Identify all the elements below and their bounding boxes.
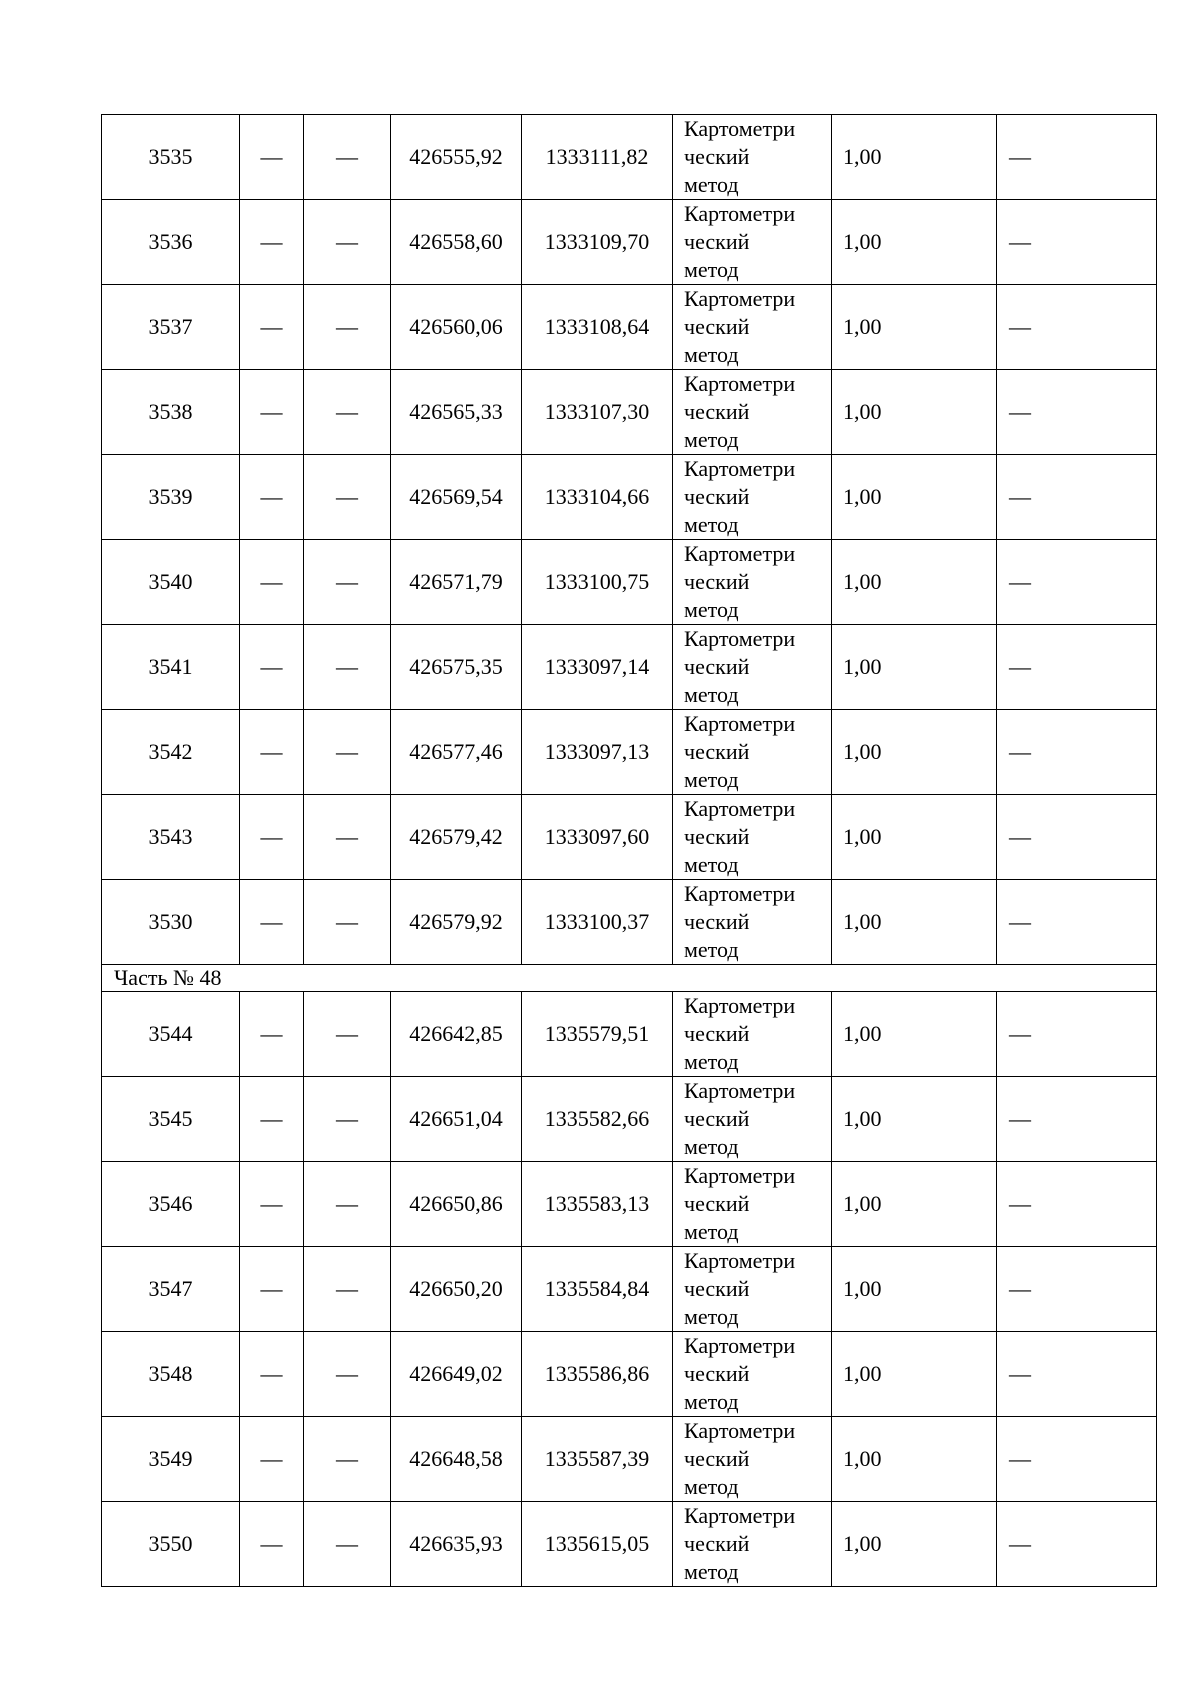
method-cell bbox=[673, 880, 832, 965]
x-coordinate-cell: 426649,02 bbox=[391, 1332, 522, 1417]
empty-value-cell: — bbox=[997, 625, 1157, 710]
method-text-line: Картометри bbox=[684, 711, 796, 736]
accuracy-cell: 1,00 bbox=[832, 710, 997, 795]
method-cell bbox=[673, 1247, 832, 1332]
y-coordinate-cell: 1333097,13 bbox=[522, 710, 673, 795]
accuracy-cell: 1,00 bbox=[832, 370, 997, 455]
point-number-cell: 3536 bbox=[102, 200, 240, 285]
y-coordinate-cell: 1335615,05 bbox=[522, 1502, 673, 1587]
x-coordinate-cell: 426648,58 bbox=[391, 1417, 522, 1502]
method-text-line: Картометри bbox=[684, 116, 796, 141]
empty-value-cell: — bbox=[240, 1502, 304, 1587]
method-text-line: ческий bbox=[684, 1446, 750, 1471]
empty-value-cell: — bbox=[304, 1417, 391, 1502]
method-cell bbox=[673, 115, 832, 200]
y-coordinate-cell: 1335583,13 bbox=[522, 1162, 673, 1247]
empty-value-cell: — bbox=[997, 1502, 1157, 1587]
y-coordinate-cell: 1333100,75 bbox=[522, 540, 673, 625]
x-coordinate-cell: 426571,79 bbox=[391, 540, 522, 625]
method-text-line: ческий bbox=[684, 144, 750, 169]
x-coordinate-cell: 426565,33 bbox=[391, 370, 522, 455]
method-text-line: метод bbox=[684, 1219, 739, 1244]
point-number-cell: 3535 bbox=[102, 115, 240, 200]
method-text-line: Картометри bbox=[684, 1078, 796, 1103]
y-coordinate-cell: 1335586,86 bbox=[522, 1332, 673, 1417]
x-coordinate-cell: 426555,92 bbox=[391, 115, 522, 200]
method-text-line: ческий bbox=[684, 909, 750, 934]
empty-value-cell: — bbox=[240, 795, 304, 880]
empty-value-cell: — bbox=[997, 710, 1157, 795]
empty-value-cell: — bbox=[304, 710, 391, 795]
point-number-cell: 3546 bbox=[102, 1162, 240, 1247]
method-cell bbox=[673, 625, 832, 710]
point-number-cell: 3540 bbox=[102, 540, 240, 625]
empty-value-cell: — bbox=[240, 115, 304, 200]
table-row bbox=[102, 710, 1157, 795]
method-text-line: метод bbox=[684, 1389, 739, 1414]
point-number-cell: 3550 bbox=[102, 1502, 240, 1587]
method-text-line: Картометри bbox=[684, 993, 796, 1018]
point-number-cell: 3530 bbox=[102, 880, 240, 965]
point-number-cell: 3538 bbox=[102, 370, 240, 455]
method-text-line: ческий bbox=[684, 484, 750, 509]
coordinates-table bbox=[101, 114, 1157, 1587]
empty-value-cell: — bbox=[997, 992, 1157, 1077]
empty-value-cell: — bbox=[240, 285, 304, 370]
accuracy-cell: 1,00 bbox=[832, 1077, 997, 1162]
accuracy-cell: 1,00 bbox=[832, 1417, 997, 1502]
y-coordinate-cell: 1335582,66 bbox=[522, 1077, 673, 1162]
empty-value-cell: — bbox=[304, 115, 391, 200]
method-cell bbox=[673, 1502, 832, 1587]
method-text-line: ческий bbox=[684, 1021, 750, 1046]
method-text-line: ческий bbox=[684, 399, 750, 424]
empty-value-cell: — bbox=[997, 200, 1157, 285]
point-number-cell: 3544 bbox=[102, 992, 240, 1077]
empty-value-cell: — bbox=[997, 1417, 1157, 1502]
empty-value-cell: — bbox=[240, 880, 304, 965]
empty-value-cell: — bbox=[240, 540, 304, 625]
empty-value-cell: — bbox=[240, 1417, 304, 1502]
x-coordinate-cell: 426560,06 bbox=[391, 285, 522, 370]
method-text-line: ческий bbox=[684, 654, 750, 679]
method-text-line: Картометри bbox=[684, 201, 796, 226]
table-body bbox=[102, 115, 1157, 1587]
method-text-line: метод bbox=[684, 512, 739, 537]
empty-value-cell: — bbox=[304, 1162, 391, 1247]
empty-value-cell: — bbox=[240, 200, 304, 285]
empty-value-cell: — bbox=[997, 1077, 1157, 1162]
method-text-line: ческий bbox=[684, 739, 750, 764]
method-text-line: Картометри bbox=[684, 456, 796, 481]
x-coordinate-cell: 426577,46 bbox=[391, 710, 522, 795]
method-text-line: Картометри bbox=[684, 1163, 796, 1188]
table-row bbox=[102, 115, 1157, 200]
method-text-line: метод bbox=[684, 852, 739, 877]
y-coordinate-cell: 1335579,51 bbox=[522, 992, 673, 1077]
y-coordinate-cell: 1335584,84 bbox=[522, 1247, 673, 1332]
table-row bbox=[102, 795, 1157, 880]
method-text-line: метод bbox=[684, 1049, 739, 1074]
method-text-line: Картометри bbox=[684, 286, 796, 311]
empty-value-cell: — bbox=[997, 880, 1157, 965]
empty-value-cell: — bbox=[997, 285, 1157, 370]
x-coordinate-cell: 426651,04 bbox=[391, 1077, 522, 1162]
empty-value-cell: — bbox=[240, 1332, 304, 1417]
method-cell bbox=[673, 370, 832, 455]
y-coordinate-cell: 1333097,14 bbox=[522, 625, 673, 710]
empty-value-cell: — bbox=[304, 1077, 391, 1162]
point-number-cell: 3545 bbox=[102, 1077, 240, 1162]
method-cell bbox=[673, 540, 832, 625]
x-coordinate-cell: 426642,85 bbox=[391, 992, 522, 1077]
method-cell bbox=[673, 1332, 832, 1417]
y-coordinate-cell: 1333107,30 bbox=[522, 370, 673, 455]
empty-value-cell: — bbox=[997, 1162, 1157, 1247]
table-row bbox=[102, 1247, 1157, 1332]
table-row bbox=[102, 370, 1157, 455]
accuracy-cell: 1,00 bbox=[832, 1162, 997, 1247]
empty-value-cell: — bbox=[304, 992, 391, 1077]
y-coordinate-cell: 1333111,82 bbox=[522, 115, 673, 200]
empty-value-cell: — bbox=[304, 1247, 391, 1332]
accuracy-cell: 1,00 bbox=[832, 285, 997, 370]
accuracy-cell: 1,00 bbox=[832, 625, 997, 710]
table-row bbox=[102, 1332, 1157, 1417]
method-cell bbox=[673, 1162, 832, 1247]
empty-value-cell: — bbox=[304, 880, 391, 965]
empty-value-cell: — bbox=[304, 200, 391, 285]
method-text-line: метод bbox=[684, 342, 739, 367]
method-text-line: метод bbox=[684, 597, 739, 622]
method-text-line: Картометри bbox=[684, 1503, 796, 1528]
method-text-line: метод bbox=[684, 682, 739, 707]
method-text-line: Картометри bbox=[684, 1248, 796, 1273]
accuracy-cell: 1,00 bbox=[832, 795, 997, 880]
empty-value-cell: — bbox=[997, 1332, 1157, 1417]
method-text-line: Картометри bbox=[684, 626, 796, 651]
y-coordinate-cell: 1333097,60 bbox=[522, 795, 673, 880]
table-row bbox=[102, 1417, 1157, 1502]
x-coordinate-cell: 426650,20 bbox=[391, 1247, 522, 1332]
method-cell bbox=[673, 1077, 832, 1162]
method-text-line: ческий bbox=[684, 229, 750, 254]
x-coordinate-cell: 426635,93 bbox=[391, 1502, 522, 1587]
method-text-line: ческий bbox=[684, 1191, 750, 1216]
method-cell bbox=[673, 200, 832, 285]
method-text-line: Картометри bbox=[684, 371, 796, 396]
table-row bbox=[102, 992, 1157, 1077]
method-text-line: ческий bbox=[684, 824, 750, 849]
empty-value-cell: — bbox=[304, 1332, 391, 1417]
method-text-line: ческий bbox=[684, 314, 750, 339]
method-text-line: ческий bbox=[684, 1106, 750, 1131]
table-row bbox=[102, 455, 1157, 540]
x-coordinate-cell: 426579,92 bbox=[391, 880, 522, 965]
method-text-line: ческий bbox=[684, 1276, 750, 1301]
method-text-line: метод bbox=[684, 1304, 739, 1329]
method-text-line: метод bbox=[684, 257, 739, 282]
method-cell bbox=[673, 285, 832, 370]
table-row bbox=[102, 285, 1157, 370]
empty-value-cell: — bbox=[997, 540, 1157, 625]
method-text-line: метод bbox=[684, 1134, 739, 1159]
method-text-line: метод bbox=[684, 427, 739, 452]
point-number-cell: 3539 bbox=[102, 455, 240, 540]
method-text-line: ческий bbox=[684, 569, 750, 594]
empty-value-cell: — bbox=[304, 285, 391, 370]
x-coordinate-cell: 426569,54 bbox=[391, 455, 522, 540]
point-number-cell: 3548 bbox=[102, 1332, 240, 1417]
method-cell bbox=[673, 992, 832, 1077]
table-row bbox=[102, 200, 1157, 285]
x-coordinate-cell: 426558,60 bbox=[391, 200, 522, 285]
empty-value-cell: — bbox=[997, 1247, 1157, 1332]
empty-value-cell: — bbox=[240, 992, 304, 1077]
method-cell bbox=[673, 795, 832, 880]
empty-value-cell: — bbox=[997, 795, 1157, 880]
table-row bbox=[102, 1162, 1157, 1247]
method-text-line: ческий bbox=[684, 1531, 750, 1556]
empty-value-cell: — bbox=[997, 115, 1157, 200]
empty-value-cell: — bbox=[240, 1077, 304, 1162]
accuracy-cell: 1,00 bbox=[832, 1247, 997, 1332]
method-cell bbox=[673, 710, 832, 795]
point-number-cell: 3549 bbox=[102, 1417, 240, 1502]
empty-value-cell: — bbox=[240, 710, 304, 795]
empty-value-cell: — bbox=[240, 455, 304, 540]
method-text-line: метод bbox=[684, 937, 739, 962]
accuracy-cell: 1,00 bbox=[832, 1502, 997, 1587]
point-number-cell: 3542 bbox=[102, 710, 240, 795]
point-number-cell: 3537 bbox=[102, 285, 240, 370]
method-text-line: ческий bbox=[684, 1361, 750, 1386]
point-number-cell: 3543 bbox=[102, 795, 240, 880]
table-row bbox=[102, 540, 1157, 625]
y-coordinate-cell: 1333104,66 bbox=[522, 455, 673, 540]
empty-value-cell: — bbox=[240, 625, 304, 710]
accuracy-cell: 1,00 bbox=[832, 1332, 997, 1417]
x-coordinate-cell: 426579,42 bbox=[391, 795, 522, 880]
accuracy-cell: 1,00 bbox=[832, 455, 997, 540]
accuracy-cell: 1,00 bbox=[832, 200, 997, 285]
method-text-line: Картометри bbox=[684, 881, 796, 906]
method-text-line: Картометри bbox=[684, 796, 796, 821]
accuracy-cell: 1,00 bbox=[832, 880, 997, 965]
section-label: Часть № 48 bbox=[102, 965, 1157, 992]
point-number-cell: 3541 bbox=[102, 625, 240, 710]
accuracy-cell: 1,00 bbox=[832, 540, 997, 625]
method-text-line: метод bbox=[684, 767, 739, 792]
empty-value-cell: — bbox=[997, 370, 1157, 455]
method-text-line: метод bbox=[684, 1559, 739, 1584]
point-number-cell: 3547 bbox=[102, 1247, 240, 1332]
x-coordinate-cell: 426575,35 bbox=[391, 625, 522, 710]
y-coordinate-cell: 1333100,37 bbox=[522, 880, 673, 965]
x-coordinate-cell: 426650,86 bbox=[391, 1162, 522, 1247]
method-text-line: Картометри bbox=[684, 1333, 796, 1358]
empty-value-cell: — bbox=[240, 1162, 304, 1247]
empty-value-cell: — bbox=[997, 455, 1157, 540]
empty-value-cell: — bbox=[304, 370, 391, 455]
empty-value-cell: — bbox=[304, 795, 391, 880]
empty-value-cell: — bbox=[304, 540, 391, 625]
empty-value-cell: — bbox=[304, 455, 391, 540]
y-coordinate-cell: 1333108,64 bbox=[522, 285, 673, 370]
y-coordinate-cell: 1333109,70 bbox=[522, 200, 673, 285]
table-row bbox=[102, 625, 1157, 710]
method-cell bbox=[673, 1417, 832, 1502]
empty-value-cell: — bbox=[240, 1247, 304, 1332]
method-text-line: метод bbox=[684, 172, 739, 197]
method-text-line: метод bbox=[684, 1474, 739, 1499]
empty-value-cell: — bbox=[304, 625, 391, 710]
empty-value-cell: — bbox=[240, 370, 304, 455]
table-row bbox=[102, 880, 1157, 965]
method-text-line: Картометри bbox=[684, 1418, 796, 1443]
table-row bbox=[102, 1077, 1157, 1162]
section-header-row bbox=[102, 965, 1157, 992]
y-coordinate-cell: 1335587,39 bbox=[522, 1417, 673, 1502]
accuracy-cell: 1,00 bbox=[832, 992, 997, 1077]
method-text-line: Картометри bbox=[684, 541, 796, 566]
accuracy-cell: 1,00 bbox=[832, 115, 997, 200]
method-cell bbox=[673, 455, 832, 540]
table-row bbox=[102, 1502, 1157, 1587]
empty-value-cell: — bbox=[304, 1502, 391, 1587]
